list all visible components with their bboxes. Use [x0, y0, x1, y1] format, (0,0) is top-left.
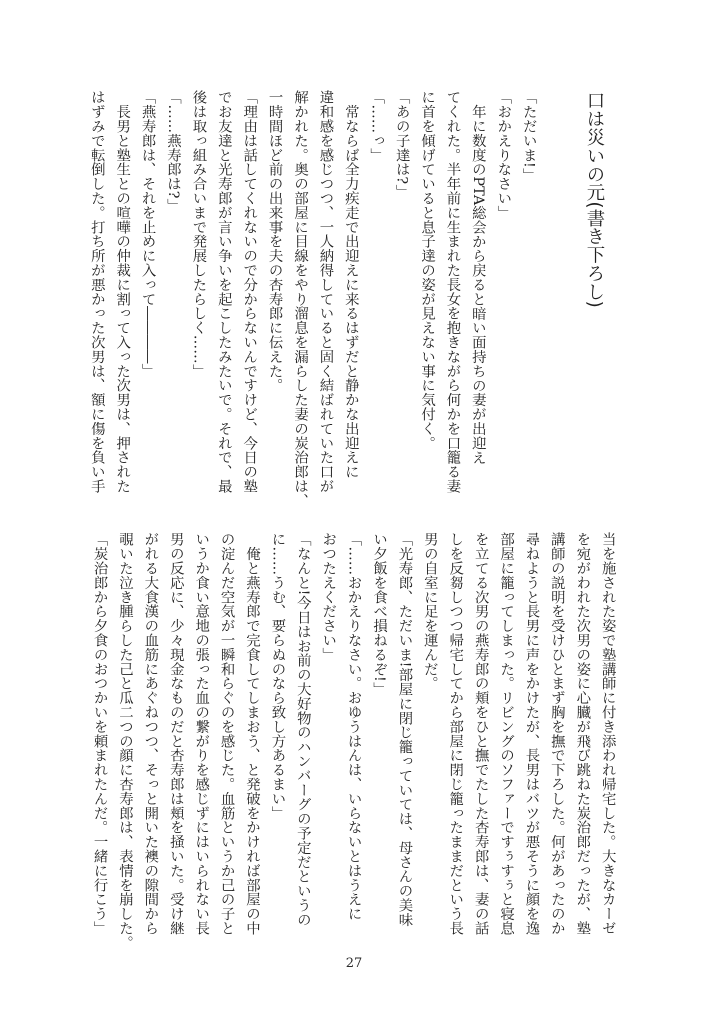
lower-text-column: おつたえください」	[320, 532, 337, 662]
lower-text-column: に……うむ、要らぬのなら致し方あるまい」	[269, 532, 286, 820]
upper-text-column: 違和感を感じつつ、一人納得していると固く結ばれていた口が	[317, 90, 334, 494]
lower-text-column: 部屋に籠ってしまった。リビングのソファーですぅすぅと寝息	[498, 532, 515, 936]
upper-text-column: 「ただいま!」	[520, 90, 537, 183]
upper-text-column: 「理由は話してくれないので分からないんですけど、今日の塾	[241, 90, 258, 494]
lower-text-column: 「炭治郎から夕食のおつかいを頼まれたんだ。一緒に行こう」	[91, 532, 108, 936]
upper-text-column: 「……っ」	[368, 90, 385, 162]
upper-text-column: 「あの子達は?」	[393, 90, 410, 199]
upper-text-column: 「燕寿郎は、それを止めに入って――――」	[139, 90, 156, 378]
upper-text-column: でお友達と光寿郎が言い争いを起こしたみたいで。それで、最	[215, 90, 232, 494]
upper-text-column: 長男と塾生との喧嘩の仲裁に割って入った次男は、押された	[114, 90, 131, 494]
lower-text-column: 尋ねようと長男に声をかけたが、長男はバツが悪そうに顔を逸	[523, 532, 540, 936]
lower-text-column: いうか食い意地の張った血の繋がりを感じずにはいられない長	[193, 532, 210, 936]
upper-text-column: 「おかえりなさい」	[495, 90, 512, 220]
lower-text-column: 「光寿郎、ただいま!部屋に閉じ籠っていては、母さんの美味	[396, 532, 413, 927]
lower-text-column: を立てる次男の燕寿郎の頬をひと撫でたした杏寿郎は、妻の話	[472, 532, 489, 936]
lower-text-column: 男の自室に足を運んだ。	[421, 532, 438, 691]
upper-text-column: 年に数度のPTA総会から戻ると暗い面持ちの妻が出迎え	[469, 90, 486, 465]
lower-text-column: 男の反応に、少々現金なものだと杏寿郎は頬を掻いた。受け継	[167, 532, 184, 936]
lower-text-column: 俺と燕寿郎で完食してしまおう、と発破をかければ部屋の中	[244, 532, 260, 936]
lower-text-column: 「なんと!今日はお前の大好物のハンバーグの予定だというの	[294, 532, 311, 927]
chapter-title: 口は災いの元(書き下ろし)	[584, 91, 605, 308]
upper-text-block	[84, 90, 541, 510]
upper-text-column: 常ならば全力疾走で出迎えに来るはずだと静かな出迎えに	[342, 90, 359, 479]
page-number: 27	[345, 956, 363, 971]
lower-text-column: 覗いた泣き腫らした己と瓜二つの顔に杏寿郎は、表情を崩した。	[116, 532, 133, 950]
lower-text-column: を宛がわれた次男の姿に心臓が飛び跳ねた炭治郎だったが、塾	[574, 532, 591, 936]
upper-text-column: はずみで転倒した。打ち所が悪かった次男は、額に傷を負い手	[88, 90, 105, 494]
lower-text-block	[86, 532, 619, 952]
upper-text-column: 「……燕寿郎は?」	[165, 90, 181, 213]
lower-text-column: い夕飯を食べ損ねるぞ!」	[371, 532, 388, 697]
upper-text-column: 後は取っ組み合いまで発展したらしく……」	[190, 90, 207, 378]
lower-text-column: 当を施された姿で塾講師に付き添われ帰宅した。大きなカーゼ	[599, 532, 616, 936]
lower-text-column: 「……おかえりなさい。おゆうはんは、いらないとはうえに	[345, 532, 362, 921]
lower-text-column: 講師の説明を受けひとまず胸を撫で下ろした。何があったのか	[548, 532, 565, 936]
lower-text-column: の淀んだ空気が一瞬和らぐのを感じた。血筋というか己の子と	[218, 532, 235, 936]
upper-text-column: てくれた。半年前に生まれた長女を抱きながら何かを口籠る妻	[444, 90, 461, 494]
upper-text-column: 解かれた。奥の部屋に目線をやり溜息を漏らした妻の炭治郎は、	[292, 90, 309, 508]
upper-text-column: 一時間ほど前の出来事を夫の杏寿郎に伝えた。	[266, 90, 283, 393]
lower-text-column: しを反芻しつつ帰宅してから部屋に閉じ籠ったままだという長	[447, 532, 464, 936]
lower-text-column: がれる大食漢の血筋にあぐねつつ、そっと開いた襖の隙間から	[142, 532, 159, 936]
upper-text-column: に首を傾げていると息子達の姿が見えない事に気付く。	[419, 90, 436, 450]
